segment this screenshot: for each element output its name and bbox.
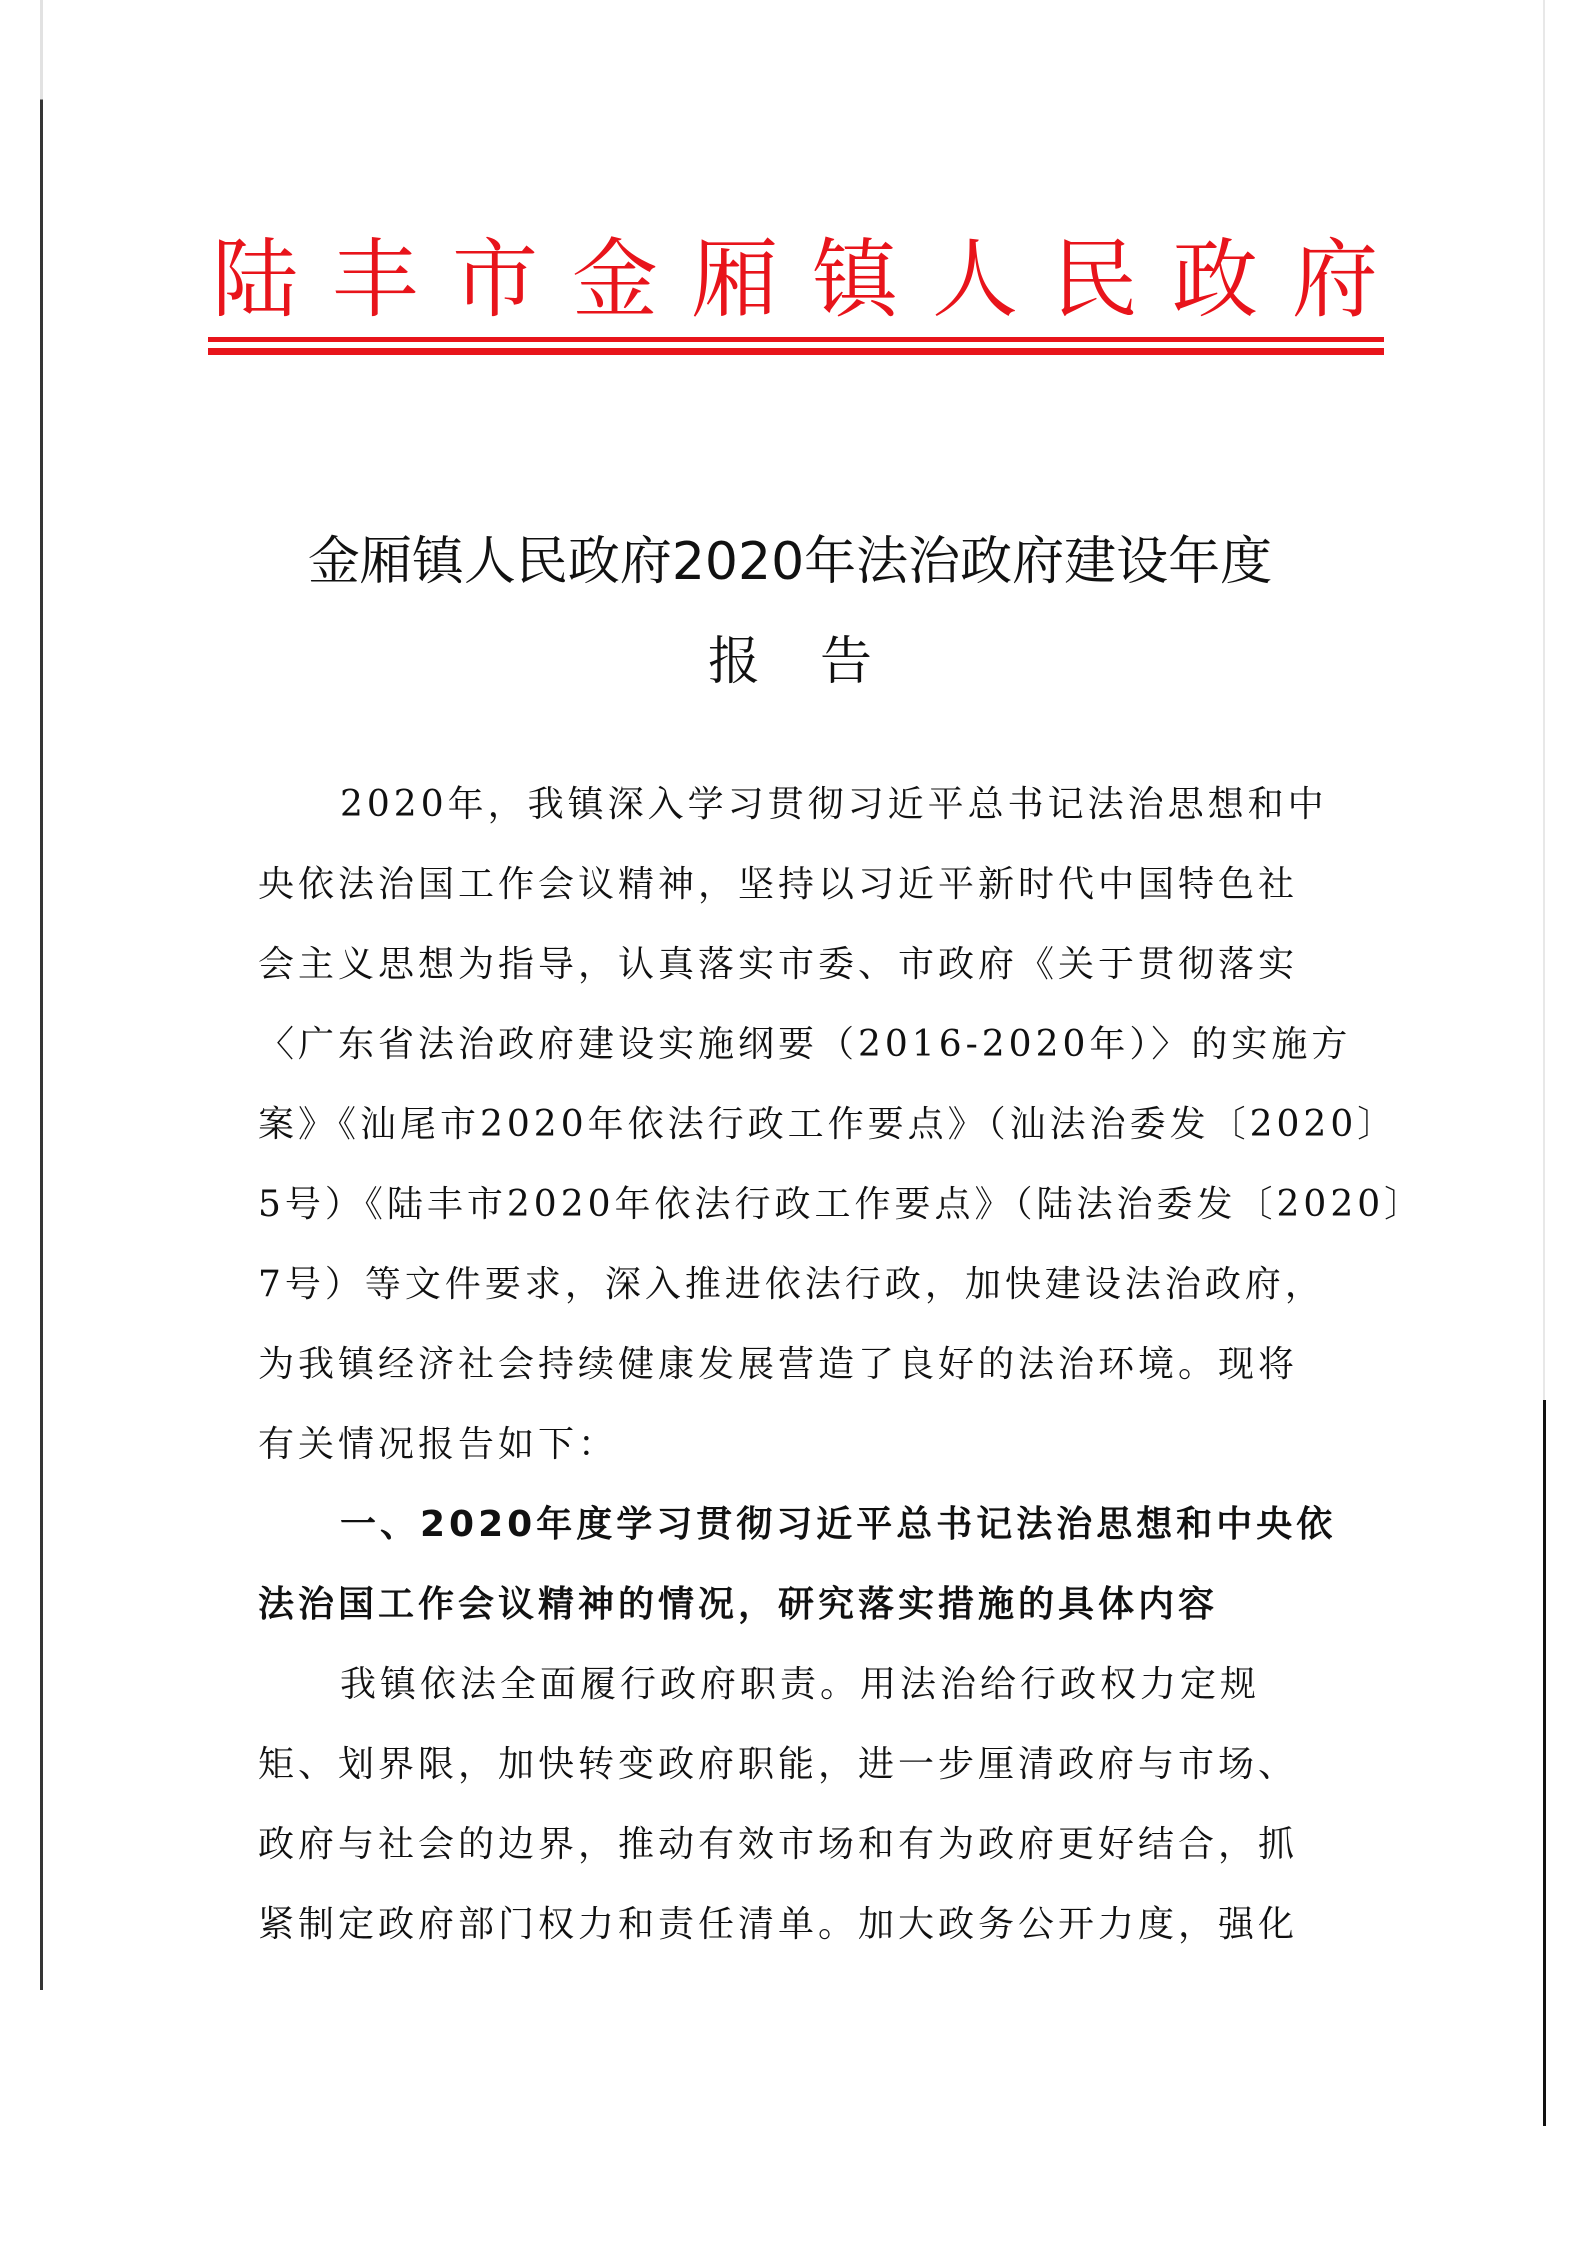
heading-line: 法治国工作会议精神的情况，研究落实措施的具体内容 — [258, 1584, 1219, 1625]
text-line: 央依法治国工作会议精神，坚持以习近平新时代中国特色社 — [258, 864, 1299, 905]
section-1-paragraph — [258, 1645, 1318, 1965]
text-line: 5号）《陆丰市2020年依法行政工作要点》（陆法治委发〔2020〕 — [258, 1184, 1425, 1225]
heading-line: 一、2020年度学习贯彻习近平总书记法治思想和中央依 — [340, 1504, 1337, 1545]
text-line: 为我镇经济社会持续健康发展营造了良好的法治环境。现将 — [258, 1344, 1299, 1385]
letterhead-char: 镇 — [812, 230, 898, 330]
text-line: 我镇依法全面履行政府职责。用法治给行政权力定规 — [340, 1664, 1261, 1705]
scan-edge-right — [1543, 1400, 1546, 2126]
letterhead-rule-thick — [208, 348, 1384, 355]
document-body — [258, 765, 1425, 1965]
text-line: 紧制定政府部门权力和责任清单。加大政务公开力度，强化 — [258, 1904, 1299, 1945]
letterhead-char: 政 — [1172, 230, 1258, 330]
letterhead-organization — [210, 225, 1380, 335]
text-line: 有关情况报告如下： — [258, 1424, 619, 1465]
letterhead-rule-thin — [208, 337, 1384, 342]
text-line: 〈广东省法治政府建设实施纲要（2016-2020年）〉的实施方 — [258, 1024, 1352, 1065]
scan-edge-left — [40, 0, 43, 1990]
text-line: 案》《汕尾市2020年依法行政工作要点》（汕法治委发〔2020〕 — [258, 1104, 1398, 1145]
letterhead-char: 丰 — [332, 230, 418, 330]
section-1-heading — [258, 1485, 1337, 1645]
letterhead-char: 陆 — [212, 230, 298, 330]
letterhead-char: 府 — [1292, 230, 1378, 330]
letterhead-char: 人 — [932, 230, 1018, 330]
intro-paragraph — [258, 765, 1425, 1485]
text-line: 政府与社会的边界，推动有效市场和有为政府更好结合，抓 — [258, 1824, 1299, 1865]
text-line: 会主义思想为指导，认真落实市委、市政府《关于贯彻落实 — [258, 944, 1299, 985]
text-line: 7号）等文件要求，深入推进依法行政，加快建设法治政府， — [258, 1264, 1325, 1305]
letterhead-char: 厢 — [692, 230, 778, 330]
letterhead-char: 民 — [1052, 230, 1138, 330]
letterhead-char: 金 — [572, 230, 658, 330]
text-line: 矩、划界限，加快转变政府职能，进一步厘清政府与市场、 — [258, 1744, 1299, 1785]
document-title-line2: 报告 — [707, 632, 932, 692]
text-line: 2020年，我镇深入学习贯彻习近平总书记法治思想和中 — [340, 784, 1328, 825]
scan-edge-right-faint — [1543, 0, 1545, 1400]
document-title: 金厢镇人民政府2020年法治政府建设年度 — [307, 532, 1273, 592]
letterhead-char: 市 — [452, 230, 538, 330]
